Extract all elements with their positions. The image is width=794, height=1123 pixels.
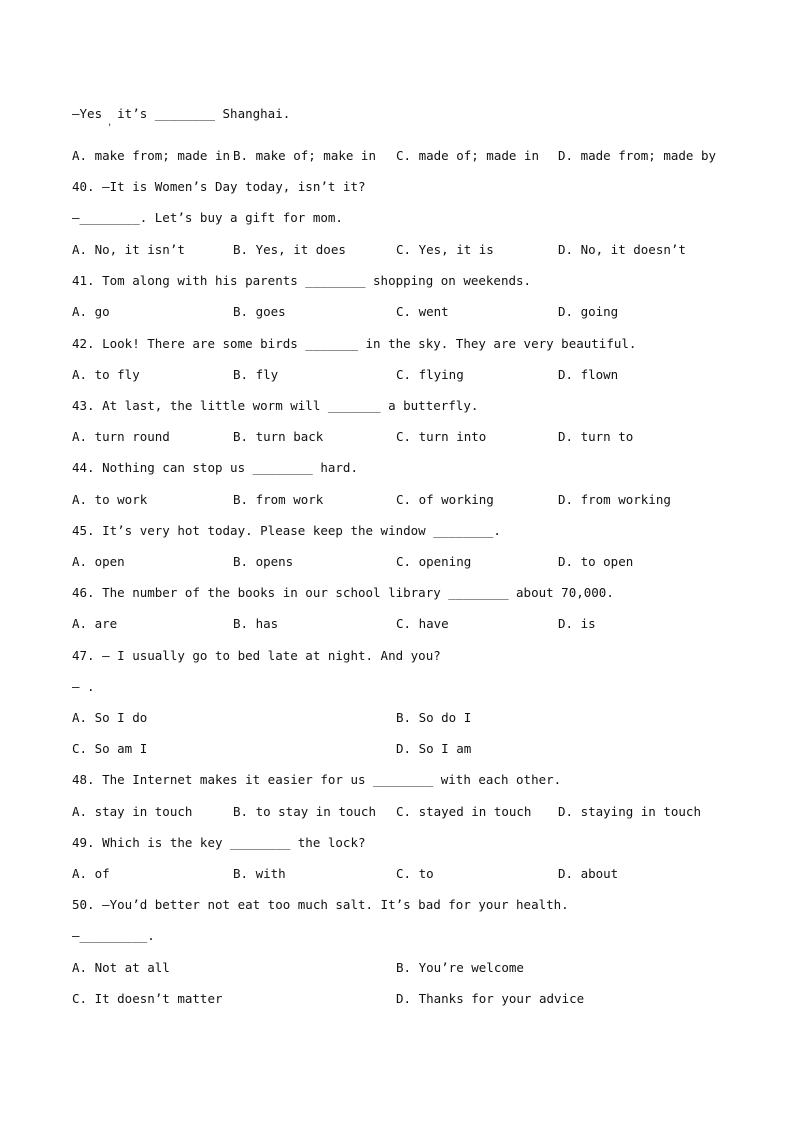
q46-option-c: C. have [396, 616, 449, 631]
q44-option-c: C. of working [396, 492, 494, 507]
q47-option-b: B. So do I [396, 710, 472, 725]
stray-mark: ' [107, 123, 113, 133]
q39-option-d: D. made from; made by [558, 148, 717, 163]
q46-option-b: B. has [233, 616, 279, 631]
q50-stem: 50. —You’d better not eat too much salt. It’s bad for your health. [72, 897, 569, 912]
q46-option-a: A. are [72, 616, 118, 631]
q45-option-d: D. to open [558, 554, 634, 569]
q39-reply: —Yes it’s ________ Shanghai. [72, 106, 291, 121]
q47-reply: — . [72, 679, 95, 694]
q42-option-d: D. flown [558, 367, 619, 382]
q46-stem: 46. The number of the books in our school library ________ about 70,000. [72, 585, 614, 600]
q48-stem: 48. The Internet makes it easier for us ________ with each other. [72, 772, 562, 787]
q43-option-d: D. turn to [558, 429, 634, 444]
q48-option-a: A. stay in touch [72, 804, 193, 819]
q46-option-d: D. is [558, 616, 596, 631]
q42-option-c: C. flying [396, 367, 464, 382]
q49-option-d: D. about [558, 866, 619, 881]
q48-option-b: B. to stay in touch [233, 804, 376, 819]
q50-option-c: C. It doesn’t matter [72, 991, 223, 1006]
q49-option-b: B. with [233, 866, 286, 881]
q39-option-c: C. made of; made in [396, 148, 539, 163]
q42-stem: 42. Look! There are some birds _______ in the sky. They are very beautiful. [72, 336, 637, 351]
q45-option-c: C. opening [396, 554, 472, 569]
q40-option-d: D. No, it doesn’t [558, 242, 686, 257]
q42-option-a: A. to fly [72, 367, 140, 382]
q40-option-b: B. Yes, it does [233, 242, 346, 257]
q43-option-c: C. turn into [396, 429, 487, 444]
q48-option-c: C. stayed in touch [396, 804, 532, 819]
q43-option-a: A. turn round [72, 429, 170, 444]
q40-option-a: A. No, it isn’t [72, 242, 185, 257]
q47-option-d: D. So I am [396, 741, 472, 756]
q50-option-b: B. You’re welcome [396, 960, 524, 975]
q43-option-b: B. turn back [233, 429, 324, 444]
q43-stem: 43. At last, the little worm will _______ a butterfly. [72, 398, 479, 413]
q50-option-d: D. Thanks for your advice [396, 991, 585, 1006]
q49-stem: 49. Which is the key ________ the lock? [72, 835, 366, 850]
q50-reply: —_________. [72, 928, 155, 943]
q47-option-c: C. So am I [72, 741, 148, 756]
q44-option-a: A. to work [72, 492, 148, 507]
q49-option-a: A. of [72, 866, 110, 881]
q42-option-b: B. fly [233, 367, 279, 382]
q40-reply: —________. Let’s buy a gift for mom. [72, 210, 343, 225]
q41-option-c: C. went [396, 304, 449, 319]
q41-option-d: D. going [558, 304, 619, 319]
q40-stem: 40. —It is Women’s Day today, isn’t it? [72, 179, 366, 194]
q39-option-a: A. make from; made in [72, 148, 231, 163]
q40-option-c: C. Yes, it is [396, 242, 494, 257]
q45-option-b: B. opens [233, 554, 294, 569]
q41-stem: 41. Tom along with his parents ________ shopping on weekends. [72, 273, 532, 288]
q44-option-d: D. from working [558, 492, 671, 507]
q50-option-a: A. Not at all [72, 960, 170, 975]
q49-option-c: C. to [396, 866, 434, 881]
q45-stem: 45. It’s very hot today. Please keep the window ________. [72, 523, 501, 538]
q39-option-b: B. make of; make in [233, 148, 376, 163]
q41-option-a: A. go [72, 304, 110, 319]
q45-option-a: A. open [72, 554, 125, 569]
q44-option-b: B. from work [233, 492, 324, 507]
q47-option-a: A. So I do [72, 710, 148, 725]
q41-option-b: B. goes [233, 304, 286, 319]
q48-option-d: D. staying in touch [558, 804, 701, 819]
q44-stem: 44. Nothing can stop us ________ hard. [72, 460, 358, 475]
q47-stem: 47. — I usually go to bed late at night. And you? [72, 648, 441, 663]
